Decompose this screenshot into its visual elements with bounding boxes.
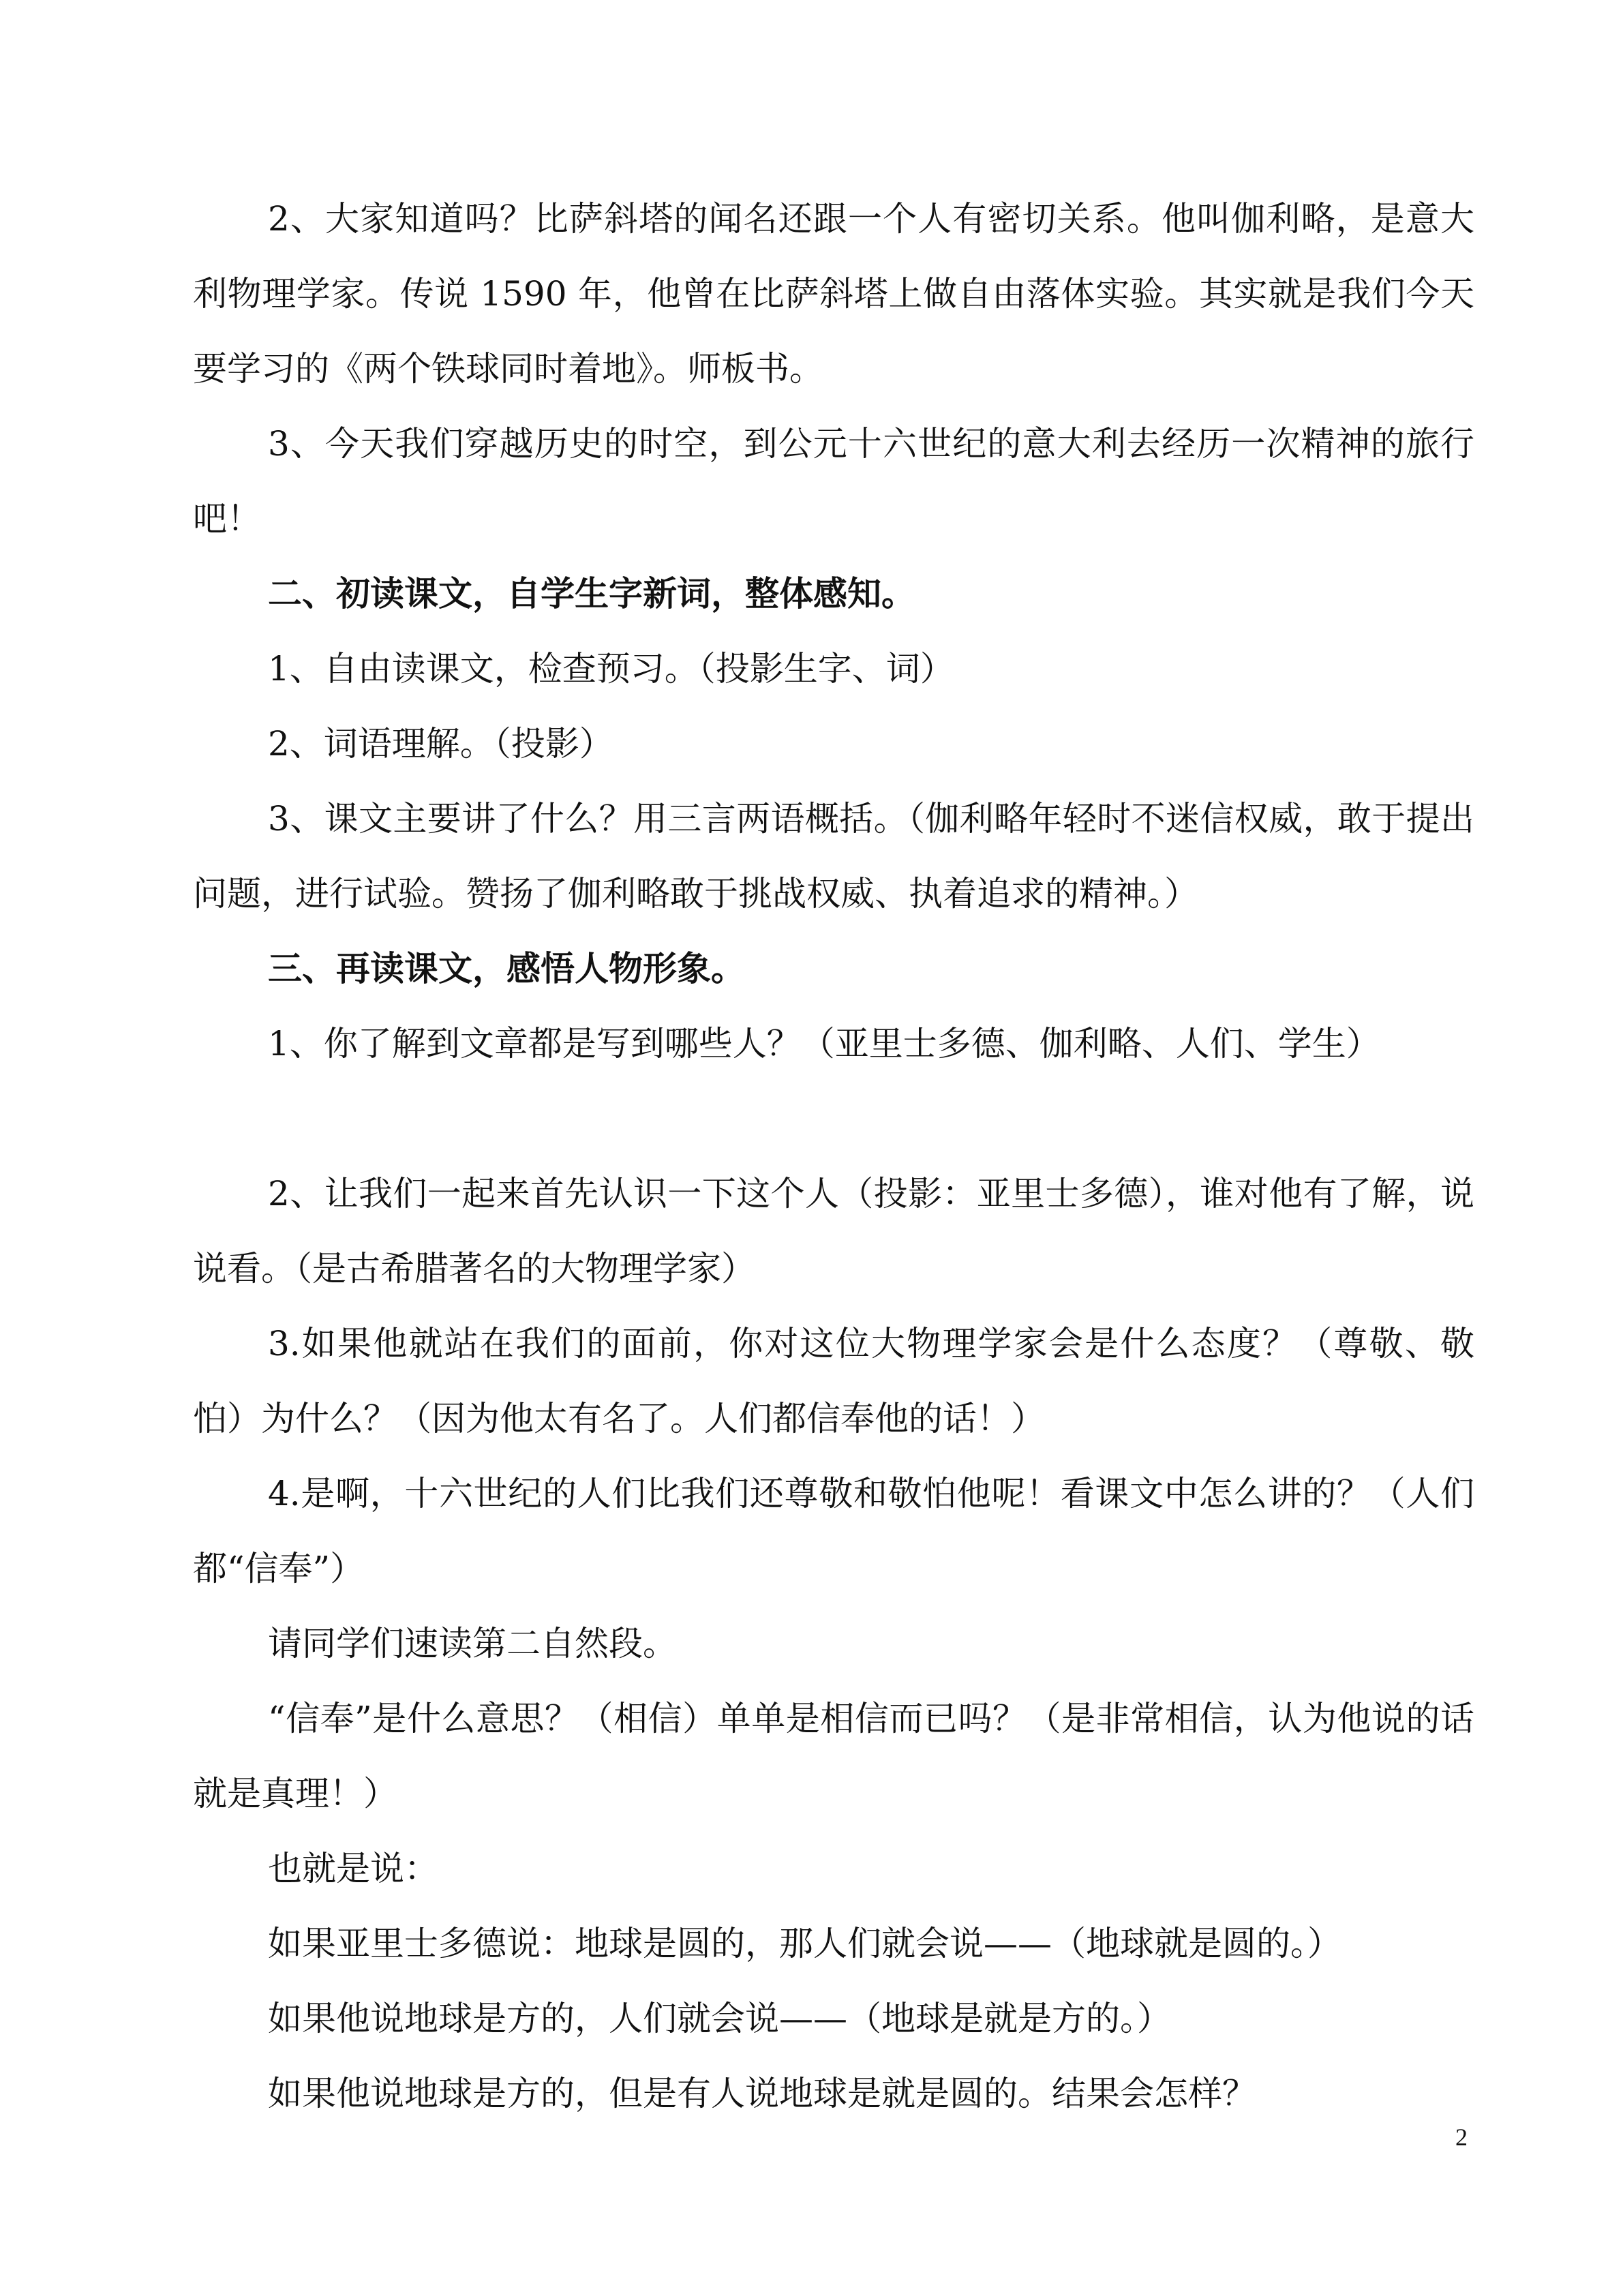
paragraph-what-result: 如果他说地球是方的，但是有人说地球是就是圆的。结果会怎样？ — [268, 2074, 1256, 2113]
paragraph-that-is: 也就是说： — [268, 1849, 438, 1888]
paragraph-attitude: 3.如果他就站在我们的面前，你对这位大物理学家会是什么态度？（尊敬、敬怕）为什么？（因为他太有名了。人们都信奉他的话！） — [193, 1324, 1474, 1438]
paragraph-leaning-tower-galileo: 2、大家知道吗？比萨斜塔的闻名还跟一个人有密切关系。他叫伽利略，是意大利物理学家。传说 1590 年，他曾在比萨斜塔上做自由落体实验。其实就是我们今天要学习的《两个铁球同时着地》。师板书。 — [193, 199, 1474, 389]
paragraph-earth-square: 如果他说地球是方的，人们就会说——（地球是就是方的。） — [268, 1999, 1171, 2038]
paragraph-speed-read: 请同学们速读第二自然段。 — [268, 1624, 677, 1663]
paragraph-sixteenth-century: 4.是啊，十六世纪的人们比我们还尊敬和敬怕他呢！看课文中怎么讲的？（人们都“信奉”） — [193, 1474, 1474, 1588]
section-heading-second-reading: 三、再读课文，感悟人物形象。 — [268, 948, 745, 988]
paragraph-characters: 1、你了解到文章都是写到哪些人？（亚里士多德、伽利略、人们、学生） — [268, 1024, 1380, 1063]
paragraph-time-travel: 3、今天我们穿越历史的时空，到公元十六世纪的意大利去经历一次精神的旅行吧！ — [193, 424, 1474, 539]
paragraph-main-idea: 3、课文主要讲了什么？用三言两语概括。（伽利略年轻时不迷信权威，敢于提出问题，进行试验。赞扬了伽利略敢于挑战权威、执着追求的精神。） — [193, 799, 1474, 913]
paragraph-free-reading: 1、自由读课文，检查预习。（投影生字、词） — [268, 649, 954, 689]
paragraph-earth-round: 如果亚里士多德说：地球是圆的，那人们就会说——（地球就是圆的。） — [268, 1924, 1341, 1963]
section-heading-first-reading: 二、初读课文，自学生字新词，整体感知。 — [268, 573, 915, 614]
paragraph-aristotle-intro: 2、让我们一起来首先认识一下这个人（投影：亚里士多德），谁对他有了解，说说看。（是古希腊著名的大物理学家） — [193, 1174, 1474, 1288]
page-number: 2 — [1455, 2124, 1468, 2151]
paragraph-word-understanding: 2、词语理解。（投影） — [268, 724, 613, 764]
paragraph-believe-meaning: “信奉”是什么意思？（相信）单单是相信而已吗？（是非常相信，认为他说的话就是真理！） — [193, 1699, 1474, 1813]
